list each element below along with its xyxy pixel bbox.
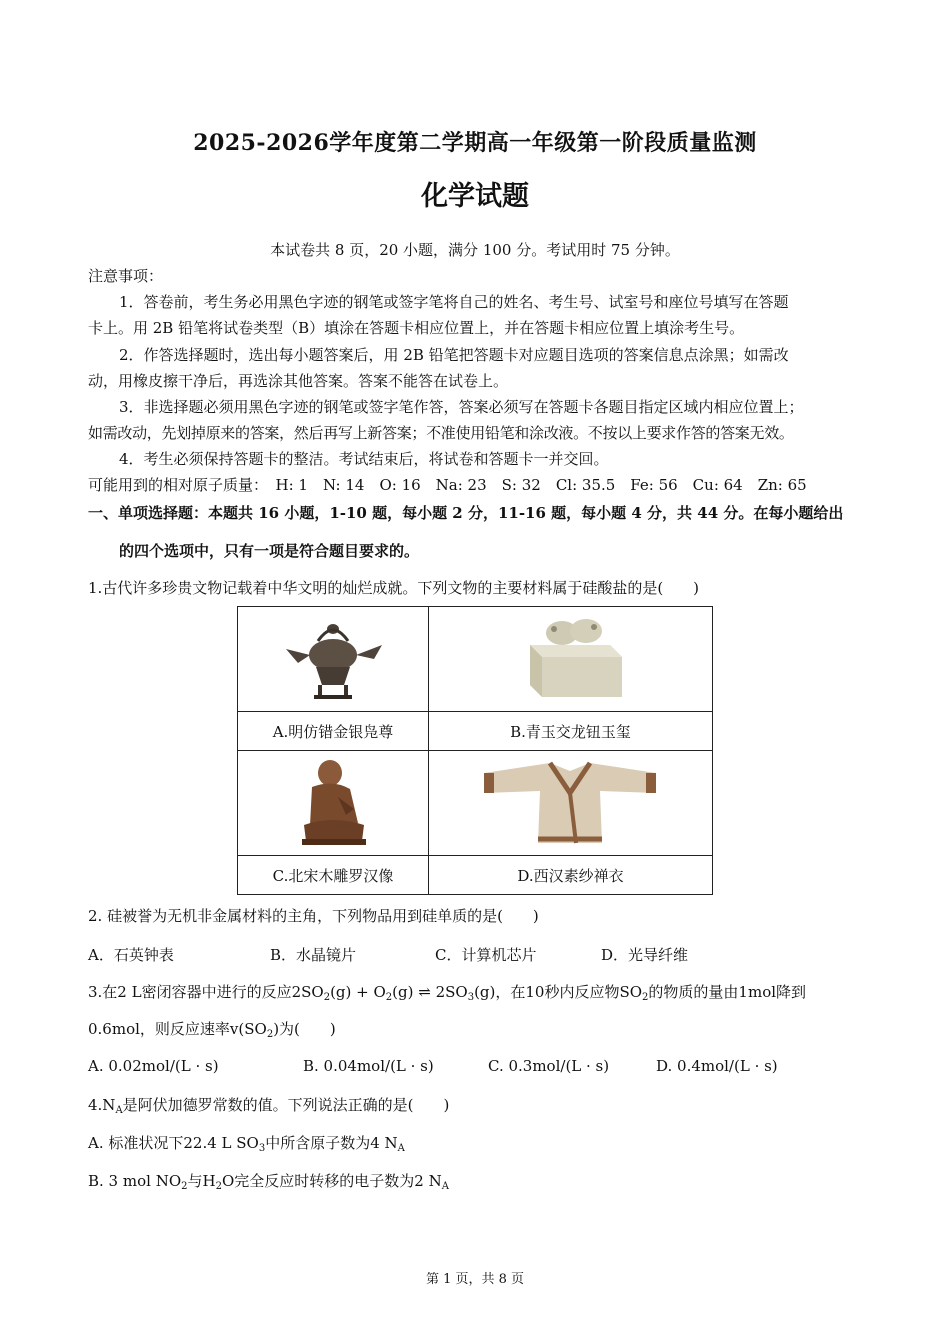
section-1-heading: 一、单项选择题：本题共 16 小题，1-10 题，每小题 2 分，11-16 题，每小题 4 分，共 44 分。在每小题给出 <box>88 504 844 522</box>
note-3-line-1: 3．非选择题必须用黑色字迹的钢笔或签字笔作答，答案必须写在答题卡各题目指定区域内相应位置上； <box>119 398 804 416</box>
silk-garment-image <box>480 753 660 849</box>
q3-option-c: C. 0.3mol/(L · s) <box>488 1057 610 1075</box>
q1-stem: 1.古代许多珍贵文物记载着中华文明的灿烂成就。下列文物的主要材料属于硅酸盐的是( ) <box>88 579 700 597</box>
q2-option-b: B．水晶镜片 <box>270 946 357 964</box>
q2-option-d: D．光导纤维 <box>601 946 689 964</box>
atomic-masses: 可能用到的相对原子质量： H: 1 N: 14 O: 16 Na: 23 S: 32 Cl: 35.5 Fe: 56 Cu: 64 Zn: 65 <box>88 476 807 494</box>
q3-option-d: D. 0.4mol/(L · s) <box>656 1057 778 1075</box>
q1-option-a: A.明仿错金银凫尊 <box>238 712 429 751</box>
jade-seal-image <box>500 611 640 703</box>
note-4: 4．考生必须保持答题卡的整洁。考试结束后，将试卷和答题卡一并交回。 <box>119 450 609 468</box>
notes-heading: 注意事项： <box>88 267 164 285</box>
q2-stem: 2. 硅被誉为无机非金属材料的主角，下列物品用到硅单质的是( ) <box>88 907 539 925</box>
note-2-line-2: 动，用橡皮擦干净后，再选涂其他答案。答案不能答在试卷上。 <box>88 372 509 390</box>
q2-option-a: A．石英钟表 <box>88 946 174 964</box>
note-1-line-2: 卡上。用 2B 铅笔将试卷类型（B）填涂在答题卡相应位置上，并在答题卡相应位置上填涂考生号。 <box>88 319 745 337</box>
section-1-heading-cont: 的四个选项中，只有一项是符合题目要求的。 <box>119 542 420 560</box>
wooden-arhat-image <box>288 753 378 849</box>
q3-option-a: A. 0.02mol/(L · s) <box>88 1057 219 1075</box>
q4-stem: $4.N_A$是阿伏加德罗常数的值。下列说法正确的是( ) <box>88 1096 450 1116</box>
q4-option-a: A. 标准状况下22.4 L $SO_3$中所含原子数为4 $N_A$ <box>88 1134 405 1154</box>
q2-option-c: C．计算机芯片 <box>435 946 537 964</box>
q1-image-cell-a <box>238 607 429 712</box>
note-3-line-2: 如需改动，先划掉原来的答案，然后再写上新答案；不准使用铅笔和涂改液。不按以上要求作答的答案无效。 <box>88 424 794 442</box>
q1-option-c: C.北宋木雕罗汉像 <box>238 856 429 895</box>
q3-stem-line-1: 3.在2 L密闭容器中进行的反应$2SO_2(g) + O_2(g)$ ⇌ $2SO_3(g)$，在10秒内反应物$SO_2$的物质的量由1mol降到 <box>88 983 807 1003</box>
exam-title: 2025-2026学年度第二学期高一年级第一阶段质量监测 <box>193 130 757 156</box>
q1-image-cell-b <box>428 607 712 712</box>
exam-intro: 本试卷共 8 页，20 小题，满分 100 分。考试用时 75 分钟。 <box>270 241 680 259</box>
q3-option-b: B. 0.04mol/(L · s) <box>303 1057 434 1075</box>
q1-option-d: D.西汉素纱禅衣 <box>428 856 712 895</box>
q1-image-cell-d <box>428 751 712 856</box>
q1-artifact-table <box>237 606 713 895</box>
q1-option-b: B.青玉交龙钮玉玺 <box>428 712 712 751</box>
q3-stem-line-2: 0.6mol，则反应速率$v(SO_2)$为( ) <box>88 1020 336 1040</box>
page-footer: 第 1 页，共 8 页 <box>425 1272 525 1287</box>
q4-option-b: B. 3 mol $NO_2$与$H_2O$完全反应时转移的电子数为2 $N_A$ <box>88 1172 449 1192</box>
q1-image-cell-c <box>238 751 429 856</box>
bronze-vessel-image <box>278 611 388 703</box>
subject-title: 化学试题 <box>421 181 529 212</box>
note-1-line-1: 1．答卷前，考生务必用黑色字迹的钢笔或签字笔将自己的姓名、考生号、试室号和座位号填写在答题 <box>119 293 789 311</box>
note-2-line-1: 2．作答选择题时，选出每小题答案后，用 2B 铅笔把答题卡对应题目选项的答案信息点涂黑；如需改 <box>119 346 789 364</box>
